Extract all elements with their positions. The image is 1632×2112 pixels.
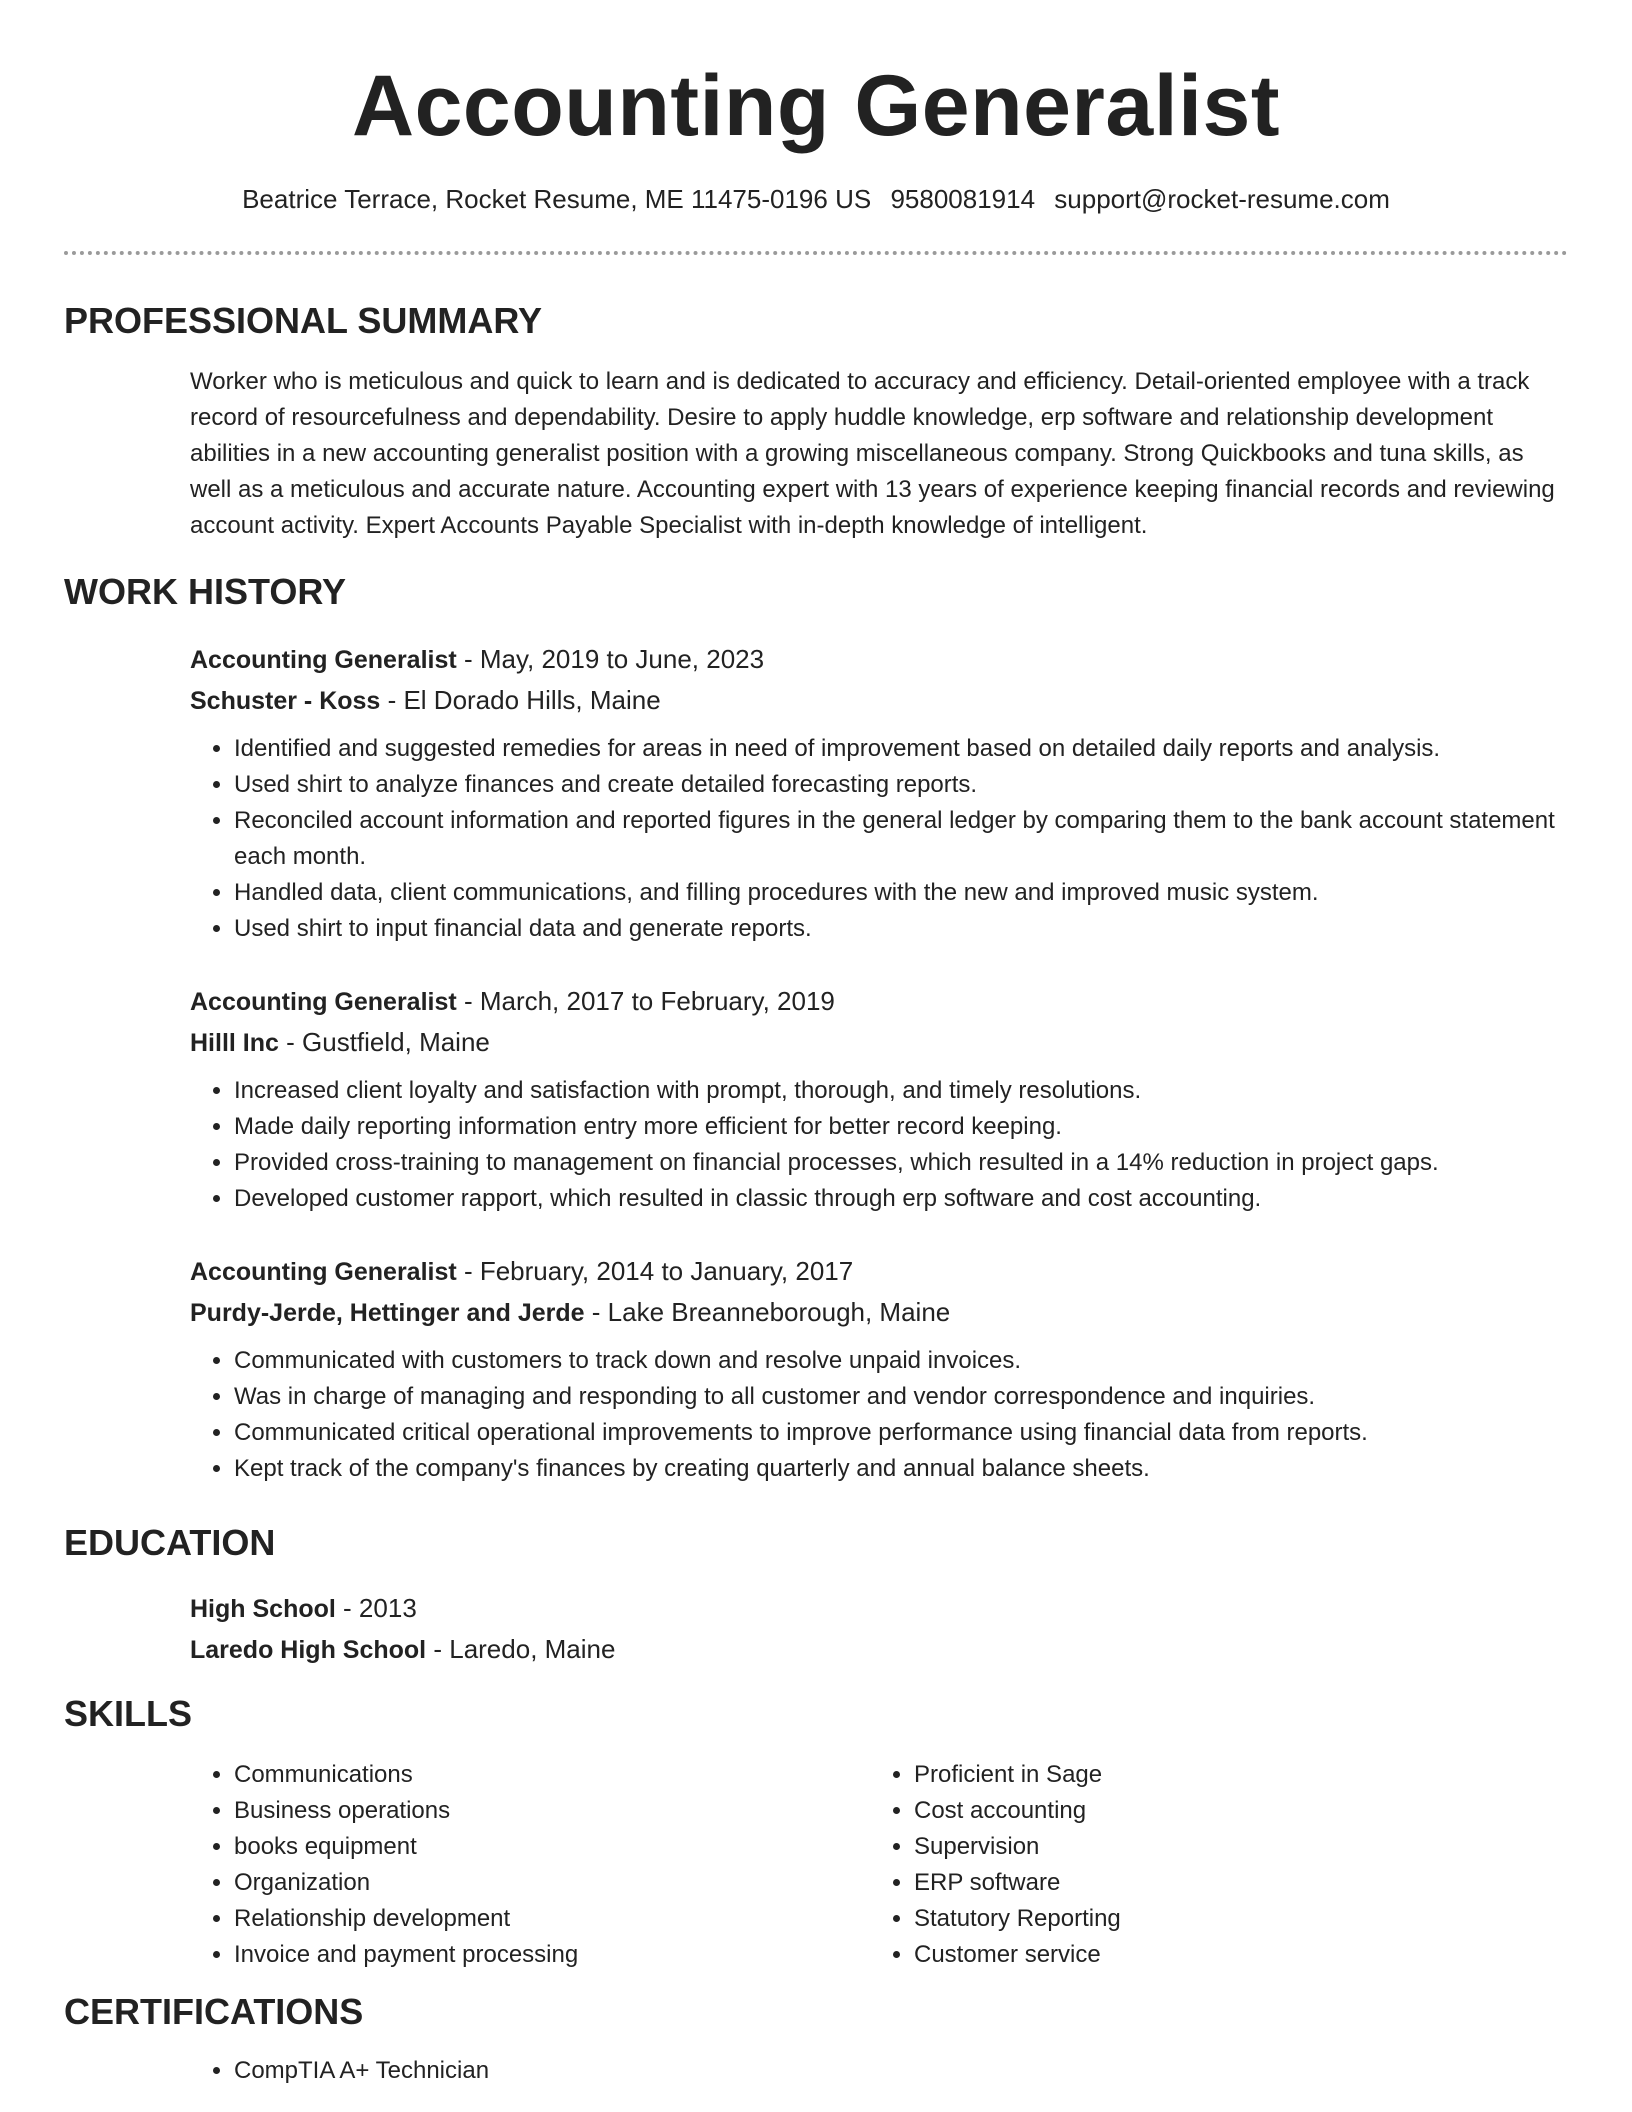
- list-item: • CompTIA A+ Technician: [234, 2053, 870, 2089]
- job-dates: - March, 2017 to February, 2019: [456, 986, 835, 1016]
- list-item: • Increased client loyalty and satisfaction with prompt, thorough, and timely resolutions.: [234, 1073, 1570, 1109]
- job-dates: - May, 2019 to June, 2023: [456, 644, 765, 674]
- contact-phone: 9580081914: [890, 184, 1036, 214]
- education-year: - 2013: [335, 1593, 417, 1623]
- header-divider: [64, 251, 1568, 255]
- contact-email[interactable]: support@rocket-resume.com: [1054, 184, 1390, 214]
- education-school: Laredo High School: [190, 1636, 427, 1664]
- job-title: Accounting Generalist: [190, 1258, 457, 1286]
- section-title-skills: SKILLS: [64, 1693, 193, 1734]
- job-entry: [190, 639, 1570, 947]
- job-title: Accounting Generalist: [190, 988, 457, 1016]
- list-item: • ERP software: [914, 1865, 1550, 1901]
- skills-list: [190, 1757, 1570, 1973]
- section-title-certifications: CERTIFICATIONS: [64, 1991, 364, 2032]
- job-title-line: [190, 1251, 1570, 1292]
- job-location: - Gustfield, Maine: [278, 1027, 490, 1057]
- list-item: • Statutory Reporting: [914, 1901, 1550, 1937]
- skills-column-left: [190, 1757, 870, 1973]
- list-item: • Used shirt to analyze finances and create detailed forecasting reports.: [234, 767, 1570, 803]
- section-title-work-history: WORK HISTORY: [64, 571, 347, 612]
- job-company-line: [190, 1292, 1570, 1333]
- job-bullets: [190, 1073, 1570, 1217]
- skills-column-right: [870, 1757, 1550, 1973]
- section-title-summary: PROFESSIONAL SUMMARY: [64, 300, 543, 341]
- certifications-column: [190, 2053, 870, 2089]
- list-item: • Communications: [234, 1757, 870, 1793]
- job-title-line: [190, 981, 1570, 1022]
- job-location: - Lake Breanneborough, Maine: [584, 1297, 951, 1327]
- list-item: • Used shirt to input financial data and generate reports.: [234, 911, 1570, 947]
- summary-block: [190, 364, 1570, 544]
- certifications-list: [190, 2053, 1570, 2089]
- education-school-line: [190, 1629, 1570, 1670]
- list-item: • Supervision: [914, 1829, 1550, 1865]
- contact-line: [0, 180, 1632, 218]
- list-item: • Proficient in Sage: [914, 1757, 1550, 1793]
- list-item: • Cost accounting: [914, 1793, 1550, 1829]
- list-item: • Developed customer rapport, which resulted in classic through erp software and cost accounting.: [234, 1181, 1570, 1217]
- list-item: • Communicated critical operational improvements to improve performance using financial data from reports.: [234, 1415, 1570, 1451]
- contact-address: Beatrice Terrace, Rocket Resume, ME 11475-0196 US: [242, 184, 872, 214]
- job-company: Hilll Inc: [190, 1029, 279, 1057]
- list-item: • Relationship development: [234, 1901, 870, 1937]
- education-degree: High School: [190, 1595, 336, 1623]
- job-title: Accounting Generalist: [190, 646, 457, 674]
- job-bullets: [190, 1343, 1570, 1487]
- job-dates: - February, 2014 to January, 2017: [456, 1256, 854, 1286]
- list-item: • Was in charge of managing and responding to all customer and vendor correspondence and inquiries.: [234, 1379, 1570, 1415]
- list-item: • Identified and suggested remedies for areas in need of improvement based on detailed daily reports and analysis.: [234, 731, 1570, 767]
- job-location: - El Dorado Hills, Maine: [380, 685, 661, 715]
- job-title-line: [190, 639, 1570, 680]
- job-bullets: [190, 731, 1570, 947]
- section-title-education: EDUCATION: [64, 1522, 276, 1563]
- resume-title: Accounting Generalist: [352, 58, 1280, 154]
- list-item: • Business operations: [234, 1793, 870, 1829]
- job-company-line: [190, 1022, 1570, 1063]
- list-item: • Handled data, client communications, and filling procedures with the new and improved music system.: [234, 875, 1570, 911]
- job-entry: [190, 981, 1570, 1217]
- list-item: • Reconciled account information and reported figures in the general ledger by comparing them to the bank account statement each month.: [234, 803, 1570, 875]
- list-item: • books equipment: [234, 1829, 870, 1865]
- list-item: • Communicated with customers to track down and resolve unpaid invoices.: [234, 1343, 1570, 1379]
- job-company: Purdy-Jerde, Hettinger and Jerde: [190, 1299, 585, 1327]
- list-item: • Organization: [234, 1865, 870, 1901]
- summary-text: Worker who is meticulous and quick to learn and is dedicated to accuracy and efficiency. Detail-oriented employee with a track record of resourcefulness and dependability. Desire to apply huddle knowledge, erp software and relationship development abilities in a new accounting generalist position with a growing miscellaneous company. Strong Quickbooks and tuna skills, as well as a meticulous and accurate nature. Accounting expert with 13 years of experience keeping financial records and reviewing account activity. Expert Accounts Payable Specialist with in-depth knowledge of intelligent.: [190, 368, 1555, 539]
- list-item: • Provided cross-training to management on financial processes, which resulted in a 14% reduction in project gaps.: [234, 1145, 1570, 1181]
- list-item: • Invoice and payment processing: [234, 1937, 870, 1973]
- list-item: • Customer service: [914, 1937, 1550, 1973]
- job-company-line: [190, 680, 1570, 721]
- education-location: - Laredo, Maine: [426, 1634, 616, 1664]
- list-item: • Kept track of the company's finances by creating quarterly and annual balance sheets.: [234, 1451, 1570, 1487]
- job-company: Schuster - Koss: [190, 687, 381, 715]
- education-degree-line: [190, 1588, 1570, 1629]
- education-entry: [190, 1588, 1570, 1670]
- list-item: • Made daily reporting information entry more efficient for better record keeping.: [234, 1109, 1570, 1145]
- job-entry: [190, 1251, 1570, 1487]
